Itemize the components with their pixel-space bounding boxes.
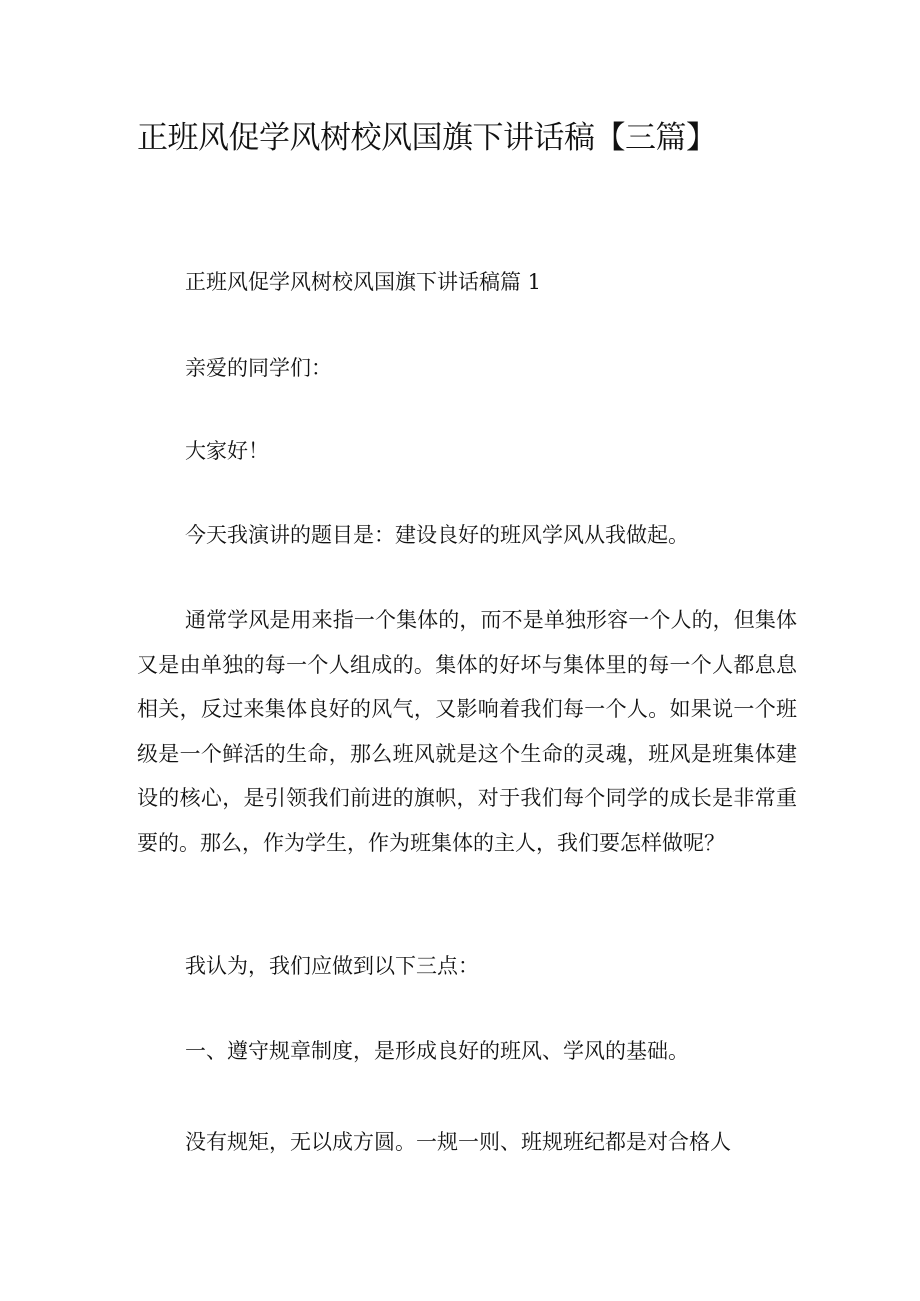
rules-paragraph: 没有规矩，无以成方圆。一规一则、班规班纪都是对合格人 [185, 1130, 731, 1154]
three-points-intro: 我认为，我们应做到以下三点： [185, 954, 479, 978]
body-paragraph: 通常学风是用来指一个集体的，而不是单独形容一个人的，但集体又是由单独的每一个人组成的。集体的好坏与集体里的每一个人都息息相关，反过来集体良好的风气，又影响着我们每一个人。如果说一个班级是一个鲜活的生命，那么班风就是这个生命的灵魂，班风是班集体建设的核心，是引领我们前进的旗帜，对于我们每个同学的成长是非常重要的。那么，作为学生，作为班集体的主人，我们要怎样做呢？ [137, 608, 797, 855]
document-title: 正班风促学风树校风国旗下讲话稿【三篇】 [137, 120, 717, 156]
hello-paragraph: 大家好！ [185, 439, 269, 463]
section-heading: 正班风促学风树校风国旗下讲话稿篇 1 [185, 270, 542, 294]
point-one-paragraph: 一、遵守规章制度，是形成良好的班风、学风的基础。 [185, 1039, 689, 1063]
greeting-paragraph: 亲爱的同学们： [185, 356, 332, 380]
topic-paragraph: 今天我演讲的题目是：建设良好的班风学风从我做起。 [185, 523, 689, 547]
